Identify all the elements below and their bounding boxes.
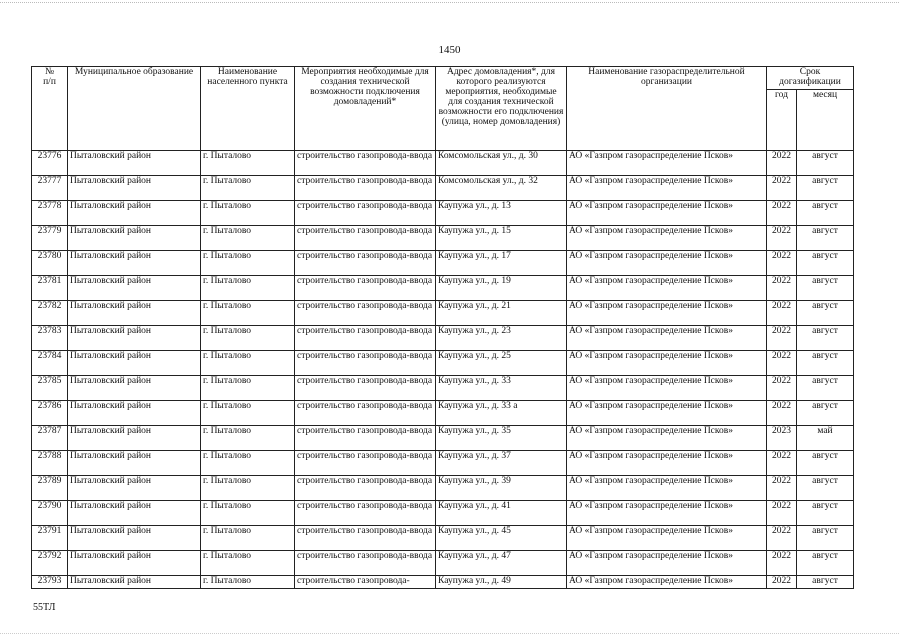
row-year: 2022: [767, 375, 797, 400]
table-row: [32, 550, 854, 575]
footer-code: 55ТЛ: [33, 602, 56, 613]
row-activity: строительство газопровода-ввода: [295, 400, 436, 425]
table-row: [32, 525, 854, 550]
row-number: 23786: [32, 400, 68, 425]
row-municipality: Пыталовский район: [68, 450, 201, 475]
gasification-registry-table: [31, 66, 854, 589]
row-activity: строительство газопровода-: [295, 575, 436, 588]
row-address: Каупужа ул., д. 17: [436, 250, 567, 275]
row-organization: АО «Газпром газораспределение Псков»: [567, 275, 767, 300]
header-year: год: [767, 89, 797, 150]
row-number: 23778: [32, 200, 68, 225]
row-locality: г. Пыталово: [201, 250, 295, 275]
row-locality: г. Пыталово: [201, 425, 295, 450]
row-address: Комсомольская ул., д. 32: [436, 175, 567, 200]
header-address: Адрес домовладения*, для которого реализуются мероприятия, необходимые для создания технической возможности его подключения (улица, номер домовладения): [436, 67, 567, 151]
row-address: Каупужа ул., д. 39: [436, 475, 567, 500]
row-year: 2022: [767, 325, 797, 350]
header-activity: Мероприятия необходимые для создания технической возможности подключения домовладений*: [295, 67, 436, 151]
row-organization: АО «Газпром газораспределение Псков»: [567, 400, 767, 425]
row-year: 2022: [767, 150, 797, 175]
row-address: Каупужа ул., д. 41: [436, 500, 567, 525]
row-month: август: [797, 475, 854, 500]
table-row: [32, 200, 854, 225]
header-num: № п/п: [32, 67, 68, 151]
row-year: 2022: [767, 525, 797, 550]
row-address: Каупужа ул., д. 45: [436, 525, 567, 550]
row-number: 23782: [32, 300, 68, 325]
row-activity: строительство газопровода-ввода: [295, 225, 436, 250]
row-address: Каупужа ул., д. 49: [436, 575, 567, 588]
table-row: [32, 425, 854, 450]
row-month: август: [797, 300, 854, 325]
row-activity: строительство газопровода-ввода: [295, 550, 436, 575]
row-organization: АО «Газпром газораспределение Псков»: [567, 375, 767, 400]
table-row: [32, 300, 854, 325]
row-address: Каупужа ул., д. 37: [436, 450, 567, 475]
row-municipality: Пыталовский район: [68, 200, 201, 225]
row-year: 2022: [767, 575, 797, 588]
table-header: [32, 67, 854, 151]
header-locality: Наименование населенного пункта: [201, 67, 295, 151]
row-activity: строительство газопровода-ввода: [295, 300, 436, 325]
row-year: 2023: [767, 425, 797, 450]
row-municipality: Пыталовский район: [68, 550, 201, 575]
row-locality: г. Пыталово: [201, 325, 295, 350]
row-address: Каупужа ул., д. 13: [436, 200, 567, 225]
row-organization: АО «Газпром газораспределение Псков»: [567, 300, 767, 325]
row-month: август: [797, 250, 854, 275]
row-month: август: [797, 200, 854, 225]
row-address: Каупужа ул., д. 25: [436, 350, 567, 375]
row-number: 23781: [32, 275, 68, 300]
row-month: август: [797, 500, 854, 525]
row-municipality: Пыталовский район: [68, 500, 201, 525]
table-row: [32, 150, 854, 175]
row-address: Каупужа ул., д. 19: [436, 275, 567, 300]
table-row: [32, 400, 854, 425]
row-number: 23776: [32, 150, 68, 175]
row-year: 2022: [767, 475, 797, 500]
row-organization: АО «Газпром газораспределение Псков»: [567, 450, 767, 475]
row-organization: АО «Газпром газораспределение Псков»: [567, 250, 767, 275]
header-organization: Наименование газораспределительной организации: [567, 67, 767, 151]
row-organization: АО «Газпром газораспределение Псков»: [567, 200, 767, 225]
row-year: 2022: [767, 350, 797, 375]
row-municipality: Пыталовский район: [68, 250, 201, 275]
row-municipality: Пыталовский район: [68, 475, 201, 500]
row-address: Каупужа ул., д. 15: [436, 225, 567, 250]
row-locality: г. Пыталово: [201, 525, 295, 550]
page-number: 1450: [438, 44, 461, 56]
table-row: [32, 275, 854, 300]
table-row: [32, 325, 854, 350]
row-month: август: [797, 275, 854, 300]
row-address: Каупужа ул., д. 33: [436, 375, 567, 400]
row-month: август: [797, 575, 854, 588]
row-month: август: [797, 525, 854, 550]
table-row: [32, 450, 854, 475]
row-locality: г. Пыталово: [201, 150, 295, 175]
row-activity: строительство газопровода-ввода: [295, 500, 436, 525]
table-row: [32, 475, 854, 500]
row-month: август: [797, 375, 854, 400]
row-organization: АО «Газпром газораспределение Псков»: [567, 525, 767, 550]
row-number: 23787: [32, 425, 68, 450]
row-organization: АО «Газпром газораспределение Псков»: [567, 475, 767, 500]
row-month: август: [797, 325, 854, 350]
row-number: 23783: [32, 325, 68, 350]
table-row: [32, 175, 854, 200]
row-locality: г. Пыталово: [201, 450, 295, 475]
row-municipality: Пыталовский район: [68, 400, 201, 425]
row-locality: г. Пыталово: [201, 175, 295, 200]
row-number: 23784: [32, 350, 68, 375]
row-locality: г. Пыталово: [201, 575, 295, 588]
row-month: август: [797, 550, 854, 575]
row-number: 23791: [32, 525, 68, 550]
row-activity: строительство газопровода-ввода: [295, 175, 436, 200]
row-locality: г. Пыталово: [201, 300, 295, 325]
scan-artifact-top: [0, 2, 899, 6]
row-activity: строительство газопровода-ввода: [295, 525, 436, 550]
row-year: 2022: [767, 450, 797, 475]
row-number: 23785: [32, 375, 68, 400]
table-row: [32, 350, 854, 375]
row-municipality: Пыталовский район: [68, 225, 201, 250]
table-row: [32, 250, 854, 275]
row-month: август: [797, 225, 854, 250]
row-locality: г. Пыталово: [201, 375, 295, 400]
row-year: 2022: [767, 300, 797, 325]
row-municipality: Пыталовский район: [68, 350, 201, 375]
row-municipality: Пыталовский район: [68, 275, 201, 300]
row-municipality: Пыталовский район: [68, 575, 201, 588]
table-body: [32, 150, 854, 588]
header-municipality: Муниципальное образование: [68, 67, 201, 151]
row-address: Каупужа ул., д. 21: [436, 300, 567, 325]
row-locality: г. Пыталово: [201, 225, 295, 250]
row-month: август: [797, 400, 854, 425]
row-number: 23777: [32, 175, 68, 200]
row-locality: г. Пыталово: [201, 200, 295, 225]
row-activity: строительство газопровода-ввода: [295, 150, 436, 175]
row-month: август: [797, 175, 854, 200]
row-municipality: Пыталовский район: [68, 300, 201, 325]
row-year: 2022: [767, 550, 797, 575]
row-year: 2022: [767, 175, 797, 200]
row-number: 23790: [32, 500, 68, 525]
row-organization: АО «Газпром газораспределение Псков»: [567, 350, 767, 375]
row-number: 23792: [32, 550, 68, 575]
row-activity: строительство газопровода-ввода: [295, 375, 436, 400]
row-municipality: Пыталовский район: [68, 375, 201, 400]
row-organization: АО «Газпром газораспределение Псков»: [567, 175, 767, 200]
row-activity: строительство газопровода-ввода: [295, 250, 436, 275]
header-deadline: Срок догазификации: [767, 67, 854, 90]
row-municipality: Пыталовский район: [68, 425, 201, 450]
row-year: 2022: [767, 250, 797, 275]
row-number: 23793: [32, 575, 68, 588]
row-organization: АО «Газпром газораспределение Псков»: [567, 225, 767, 250]
header-month: месяц: [797, 89, 854, 150]
row-locality: г. Пыталово: [201, 550, 295, 575]
row-activity: строительство газопровода-ввода: [295, 450, 436, 475]
scan-artifact-bottom: [0, 633, 899, 637]
row-month: август: [797, 450, 854, 475]
row-address: Каупужа ул., д. 33 а: [436, 400, 567, 425]
row-year: 2022: [767, 225, 797, 250]
row-organization: АО «Газпром газораспределение Псков»: [567, 550, 767, 575]
row-number: 23789: [32, 475, 68, 500]
row-address: Комсомольская ул., д. 30: [436, 150, 567, 175]
row-month: август: [797, 150, 854, 175]
row-organization: АО «Газпром газораспределение Псков»: [567, 500, 767, 525]
row-locality: г. Пыталово: [201, 400, 295, 425]
row-address: Каупужа ул., д. 35: [436, 425, 567, 450]
row-month: май: [797, 425, 854, 450]
row-address: Каупужа ул., д. 23: [436, 325, 567, 350]
table-row: [32, 225, 854, 250]
row-locality: г. Пыталово: [201, 350, 295, 375]
row-year: 2022: [767, 200, 797, 225]
row-municipality: Пыталовский район: [68, 525, 201, 550]
row-locality: г. Пыталово: [201, 500, 295, 525]
row-number: 23779: [32, 225, 68, 250]
row-municipality: Пыталовский район: [68, 175, 201, 200]
row-year: 2022: [767, 275, 797, 300]
row-address: Каупужа ул., д. 47: [436, 550, 567, 575]
row-activity: строительство газопровода-ввода: [295, 325, 436, 350]
row-organization: АО «Газпром газораспределение Псков»: [567, 575, 767, 588]
row-month: август: [797, 350, 854, 375]
row-organization: АО «Газпром газораспределение Псков»: [567, 325, 767, 350]
row-organization: АО «Газпром газораспределение Псков»: [567, 425, 767, 450]
row-number: 23788: [32, 450, 68, 475]
row-locality: г. Пыталово: [201, 475, 295, 500]
row-year: 2022: [767, 400, 797, 425]
row-organization: АО «Газпром газораспределение Псков»: [567, 150, 767, 175]
row-activity: строительство газопровода-ввода: [295, 425, 436, 450]
row-municipality: Пыталовский район: [68, 150, 201, 175]
row-number: 23780: [32, 250, 68, 275]
table-row: [32, 500, 854, 525]
row-activity: строительство газопровода-ввода: [295, 350, 436, 375]
table-row: [32, 575, 854, 588]
row-municipality: Пыталовский район: [68, 325, 201, 350]
row-activity: строительство газопровода-ввода: [295, 275, 436, 300]
row-locality: г. Пыталово: [201, 275, 295, 300]
row-activity: строительство газопровода-ввода: [295, 475, 436, 500]
table-row: [32, 375, 854, 400]
row-year: 2022: [767, 500, 797, 525]
row-activity: строительство газопровода-ввода: [295, 200, 436, 225]
